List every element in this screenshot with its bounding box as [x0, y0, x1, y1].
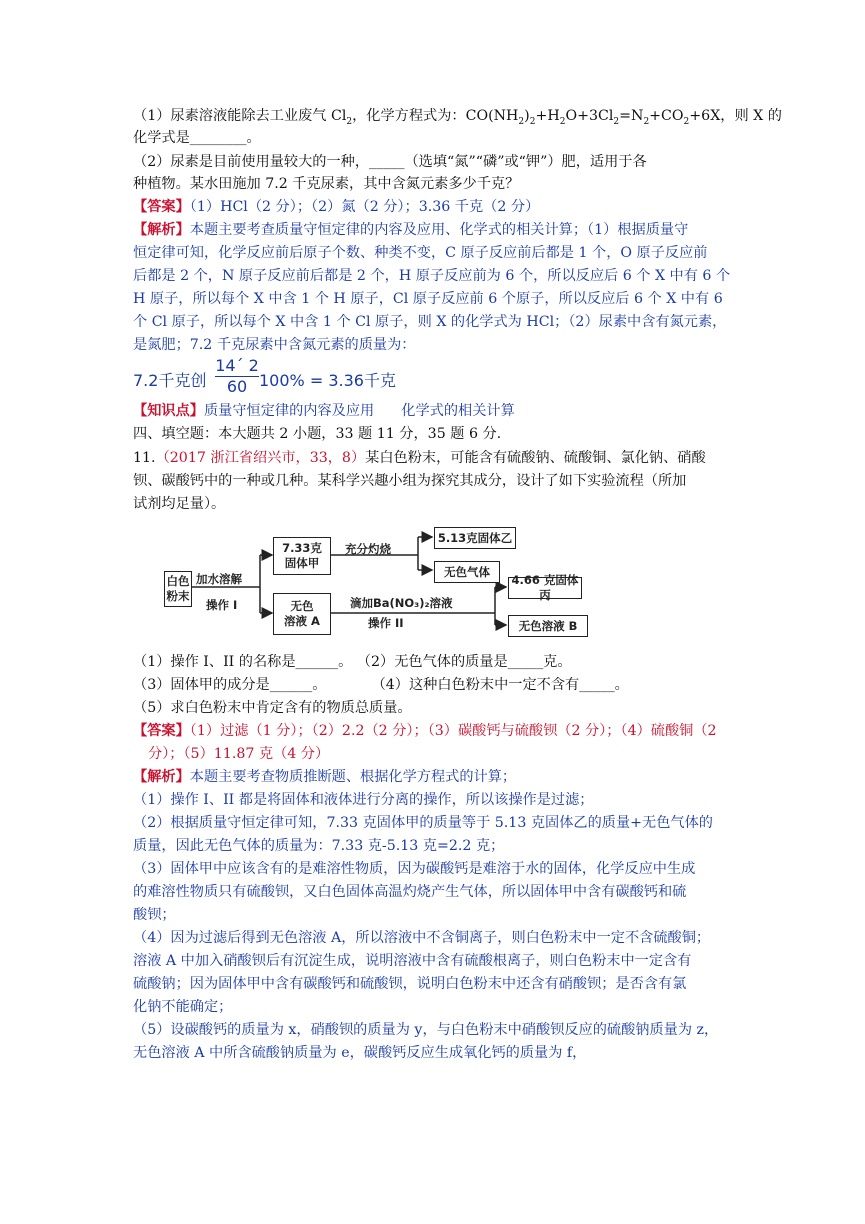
analysis-tag: 【解析】 — [133, 222, 190, 238]
solid-c-box: 4.66 克固体丙 — [508, 577, 582, 599]
q11-line-2: 钡、碳酸钙中的一种或几种。某科学兴趣小组为探究其成分，设计了如下实验流程（所加 — [133, 473, 687, 489]
q11-analysis-line-8: 溶液 A 中加入硝酸钡后有沉淀生成，说明溶液中含有硫酸根离子，则白色粉末中一定含有 — [133, 953, 692, 969]
operation-2-label: 操作 II — [368, 616, 404, 630]
q1-line-4: 种植物。某水田施加 7.2 千克尿素，其中含氮元素多少千克？ — [133, 176, 520, 192]
section-heading: 四、填空题：本大题共 2 小题，33 题 11 分，35 题 6 分. — [133, 426, 502, 442]
q11-question-1-2: （1）操作 I、II 的名称是______。 （2）无色气体的质量是_____克。 — [133, 654, 572, 670]
q11-analysis-line-12: 无色溶液 A 中所含硫酸钠质量为 e，碳酸钙反应生成氧化钙的质量为 f， — [133, 1045, 587, 1061]
analysis-tag: 【解析】 — [133, 769, 190, 785]
q11-question-5: （5）求白色粉末中肯定含有的物质总质量。 — [133, 700, 412, 716]
solution-a-box: 无色 溶液 A — [273, 593, 331, 635]
solid-a-box: 7.33克 固体甲 — [273, 537, 331, 575]
white-powder-box: 白色 粉末 — [164, 571, 192, 607]
q11-analysis-line-6: 酸钡； — [133, 907, 176, 923]
q1-analysis-line-1: 【解析】本题主要考查质量守恒定律的内容及应用、化学式的相关计算；（1）根据质量守 — [133, 222, 689, 238]
q11-analysis-line-2: （2）根据质量守恒定律可知，7.33 克固体甲的质量等于 5.13 克固体乙的质量+无色气体的 — [133, 815, 713, 831]
experiment-flow-diagram — [160, 525, 680, 640]
q11-analysis-line-9: 硫酸钠；因为固体甲中含有碳酸钙和硫酸钡，说明白色粉末中还含有硝酸钡；是否含有氯 — [133, 976, 687, 992]
formula-numerator: 14´ 2 — [215, 356, 259, 375]
q11-analysis-line-10: 化钠不能确定； — [133, 999, 233, 1015]
q11-question-3-4: （3）固体甲的成分是______。 （4）这种白色粉末中一定不含有_____。 — [133, 677, 629, 693]
dissolve-label: 加水溶解 — [196, 572, 242, 586]
q11-analysis-line-1: （1）操作 I、II 都是将固体和液体进行分离的操作，所以该操作是过滤； — [133, 792, 594, 808]
q1-line-3: （2）尿素是目前使用量较大的一种，_____（选填“氮”“磷”或“钾”）肥，适用于各 — [133, 154, 647, 170]
q11-answer-line-2: 分）；（5）11.87 克（4 分） — [148, 746, 330, 762]
formula-lead: 7.2千克创 — [133, 371, 207, 390]
q11-analysis-line-4: （3）固体甲中应该含有的是难溶性物质，因为碳酸钙是难溶于水的固体，化学反应中生成 — [133, 861, 696, 877]
solid-b-box: 5.13克固体乙 — [434, 527, 516, 549]
question-source: （2017 浙江省绍兴市，33，8） — [155, 450, 366, 466]
q1-line-1: （1）尿素溶液能除去工业废气 $Cl_2$，化学方程式为：$CO(NH_2)_2+H_2O+3Cl_2=N_2+CO_2+6X$，则 X 的 — [133, 108, 782, 127]
q1-analysis-line-4: H 原子，所以每个 X 中含 1 个 H 原子，Cl 原子反应前 6 个原子，所以反应后 6 个 X 中有 6 — [133, 291, 723, 307]
q11-answer-line-1: 【答案】（1）过滤（1 分）；（2）2.2（2 分）；（3）碳酸钙与硫酸钡（2 分）；（4）硫酸铜（2 — [133, 723, 717, 739]
q1-knowledge — [133, 400, 515, 422]
formula-denominator: 60 — [226, 377, 248, 396]
solution-b-box: 无色溶液 B — [508, 615, 588, 637]
q1-analysis-line-6: 是氮肥；7.2 千克尿素中含氮元素的质量为： — [133, 337, 416, 353]
q11-line-1: 11.（2017 浙江省绍兴市，33，8）某白色粉末，可能含有硫酸钠、硫酸铜、氯化钠、硝酸 — [133, 450, 706, 466]
knowledge-text: 质量守恒定律的内容及应用 化学式的相关计算 — [203, 403, 515, 419]
q1-analysis-line-5: 个 Cl 原子，所以每个 X 中含 1 个 Cl 原子，则 X 的化学式为 HCl；（2）尿素中含有氮元素， — [133, 314, 727, 330]
answer-text: （1）HCl（2 分）；（2）氮（2 分）；3.36 千克（2 分） — [189, 199, 540, 215]
q11-analysis-line-3: 质量，因此无色气体的质量为：7.33 克-5.13 克=2.2 克； — [133, 838, 505, 854]
q1-analysis-line-2: 恒定律可知，化学反应前后原子个数、种类不变，C 原子反应前后都是 1 个，O 原子反应前 — [133, 245, 708, 261]
knowledge-tag: 【知识点】 — [133, 403, 204, 419]
answer-tag: 【答案】 — [133, 723, 190, 739]
q11-analysis-line-5: 的难溶性物质只有硫酸钡，又白色固体高温灼烧产生气体，所以固体甲中含有碳酸钙和硫 — [133, 884, 687, 900]
q1-analysis-line-3: 后都是 2 个，N 原子反应前后都是 2 个，H 原子反应前为 6 个，所以反应后 6 个 X 中有 6 个 — [133, 268, 731, 284]
q11-analysis-intro: 【解析】本题主要考查物质推断题、根据化学方程式的计算； — [133, 769, 517, 785]
add-reagent-label: 滴加Ba(NO₃)₂溶液 — [350, 596, 453, 610]
answer-tag: 【答案】 — [133, 199, 190, 215]
q11-analysis-line-11: （5）设碳酸钙的质量为 x，硝酸钡的质量为 y，与白色粉末中硝酸钡反应的硫酸钠质量为 z， — [133, 1022, 719, 1038]
q1-answer — [133, 196, 539, 218]
gas-box: 无色气体 — [434, 561, 500, 583]
q11-line-3: 试剂均足量）。 — [133, 496, 226, 512]
calcine-label: 充分灼烧 — [345, 542, 391, 556]
q11-analysis-line-7: （4）因为过滤后得到无色溶液 A，所以溶液中不含铜离子，则白色粉末中一定不含硫酸铜； — [133, 930, 711, 946]
operation-1-label: 操作 I — [206, 598, 238, 612]
formula-tail: 100% = 3.36千克 — [259, 371, 396, 390]
q1-line-2: 化学式是________。 — [133, 130, 261, 146]
